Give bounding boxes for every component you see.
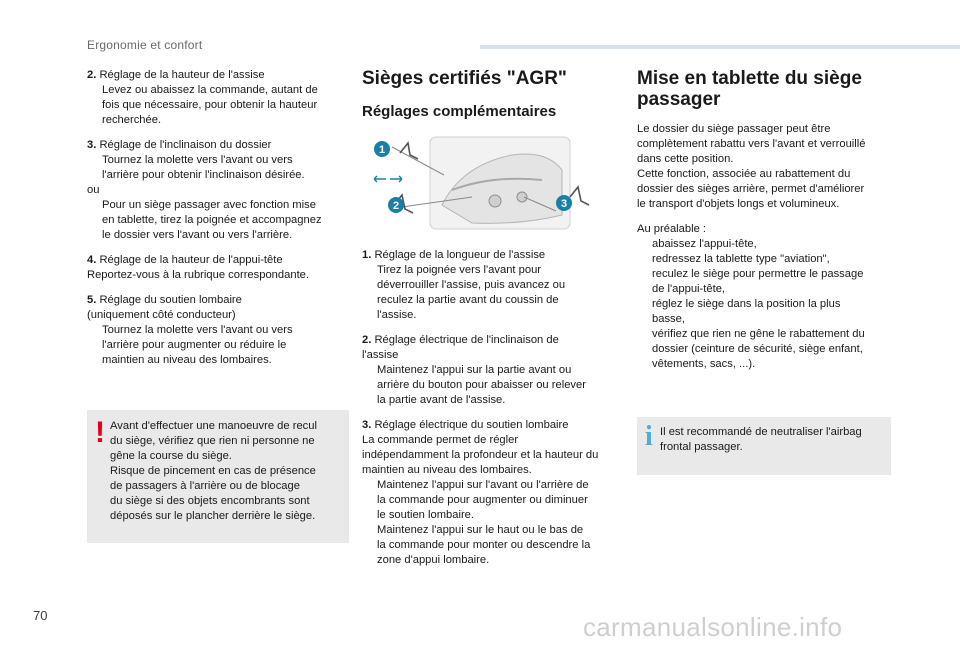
bullet-item: Tirez la poignée vers l'avant pour déverrouiller l'assise, puis avancez ou reculez la partie avant du coussin de l'assise. bbox=[377, 264, 566, 321]
item-title: Réglage de la hauteur de l'assise bbox=[96, 69, 265, 81]
info-callout bbox=[637, 417, 891, 475]
or-label: ou bbox=[87, 184, 100, 196]
item-number: 1. bbox=[362, 249, 372, 261]
list-item: abaissez l'appui-tête, bbox=[652, 238, 757, 250]
seat-controls-figure bbox=[372, 135, 590, 239]
bullet-item: Tournez la molette vers l'avant ou vers l'arrière pour obtenir l'inclinaison désirée. bbox=[102, 154, 305, 181]
prerequisites bbox=[637, 222, 891, 372]
column-middle-text bbox=[362, 248, 618, 578]
section-title: Sièges certifiés "AGR" bbox=[362, 68, 567, 89]
item-cushion-tilt: 2. Réglage électrique de l'inclinaison de l'assise Maintenez l'appui sur la partie avant ou arrière du bouton pour abaisser ou relever la partie avant de l'assise. bbox=[362, 333, 618, 408]
bullet-item: Maintenez l'appui sur le haut ou le bas de la commande pour monter ou descendre la zone d'appui lombaire. bbox=[377, 524, 591, 566]
item-electric-lumbar: 3. Réglage électrique du soutien lombaire La commande permet de régler indépendamment la profondeur et la hauteur du maintien au niveau des lombaires. Maintenez l'appui sur l'avant ou l'arrière de la commande pour augmenter ou diminuer le soutien lombaire. Maintenez l'appui sur le haut ou le bas de la commande pour monter ou descendre la zone d'appui lombaire. bbox=[362, 418, 618, 568]
intro-paragraph: Le dossier du siège passager peut être complètement rabattu vers l'avant et verrouillé dans cette position. Cette fonction, associée au rabattement du dossier des sièges arrière, permet d'améliorer le transport d'objets longs et volumineux. bbox=[637, 123, 866, 210]
item-number: 3. bbox=[362, 419, 372, 431]
item-number: 2. bbox=[362, 334, 372, 346]
item-seat-height bbox=[87, 68, 349, 128]
info-icon: i bbox=[645, 421, 653, 452]
column-right bbox=[637, 68, 891, 382]
warning-icon: ! bbox=[95, 416, 105, 449]
section-subtitle: Réglages complémentaires bbox=[362, 103, 557, 120]
lumbar-icon bbox=[570, 187, 589, 205]
list-item: réglez le siège dans la position la plus basse, bbox=[652, 298, 841, 325]
list-item: vérifiez que rien ne gêne le rabattement du dossier (ceinture de sécurité, siège enfant, vêtements, sacs, ...). bbox=[652, 328, 865, 370]
item-number: 3. bbox=[87, 139, 97, 151]
column-left bbox=[87, 68, 349, 378]
bullet-item: Tournez la molette vers l'avant ou vers l'arrière pour augmenter ou réduire le maintien au niveau des lombaires. bbox=[102, 324, 293, 366]
item-headrest-height: 4. Réglage de la hauteur de l'appui-tête Reportez-vous à la rubrique correspondante. bbox=[87, 254, 310, 281]
header-bar bbox=[480, 45, 960, 49]
item-number: 4. bbox=[87, 254, 97, 266]
list-item: reculez le siège pour permettre le passage de l'appui-tête, bbox=[652, 268, 864, 295]
bullet-item: Levez ou abaissez la commande, autant de fois que nécessaire, pour obtenir la hauteur recherchée. bbox=[102, 84, 318, 126]
item-cushion-length: 1. Réglage de la longueur de l'assise Tirez la poignée vers l'avant pour déverrouiller l'assise, puis avancez ou reculez la partie avant du coussin de l'assise. bbox=[362, 248, 618, 323]
item-lumbar-support: 5. Réglage du soutien lombaire (uniquement côté conducteur) Tournez la molette vers l'avant ou vers l'arrière pour augmenter ou réduire le maintien au niveau des lombaires. bbox=[87, 293, 349, 368]
figure-label-2: 2 bbox=[392, 200, 400, 212]
item-number: 5. bbox=[87, 294, 97, 306]
item-backrest-angle bbox=[87, 138, 349, 243]
item-number: 2. bbox=[87, 69, 97, 81]
warning-callout bbox=[87, 410, 349, 543]
bullet-item: Pour un siège passager avec fonction mise en tablette, tirez la poignée et accompagnez le dossier vers l'avant ou vers l'arrière. bbox=[102, 199, 322, 241]
prerequisites-label: Au préalable : bbox=[637, 223, 707, 235]
info-text: Il est recommandé de neutraliser l'airbag frontal passager. bbox=[660, 426, 862, 453]
page-number: 70 bbox=[33, 608, 48, 623]
warning-text: Avant d'effectuer une manoeuvre de recul du siège, vérifiez que rien ni personne ne gêne la course du siège. Risque de pincement en cas de présence de passagers à l'arrière ou de blocage du siège si des objets encombrants sont déposés sur le plancher derrière le siège. bbox=[110, 420, 317, 522]
section-title: Mise en tablette du siège passager bbox=[637, 68, 862, 110]
bullet-item: Maintenez l'appui sur la partie avant ou arrière du bouton pour abaisser ou relever la partie avant de l'assise. bbox=[377, 364, 586, 406]
section-header: Ergonomie et confort bbox=[87, 38, 203, 52]
bullet-item: Maintenez l'appui sur l'avant ou l'arrière de la commande pour augmenter ou diminuer le soutien lombaire. bbox=[377, 479, 589, 521]
list-item: redressez la tablette type "aviation", bbox=[652, 253, 830, 265]
figure-label-1: 1 bbox=[378, 144, 386, 156]
watermark: carmanualsonline.info bbox=[583, 612, 843, 642]
column-middle bbox=[362, 68, 618, 121]
figure-label-3: 3 bbox=[560, 198, 568, 210]
item-title: Réglage de l'inclinaison du dossier bbox=[96, 139, 272, 151]
